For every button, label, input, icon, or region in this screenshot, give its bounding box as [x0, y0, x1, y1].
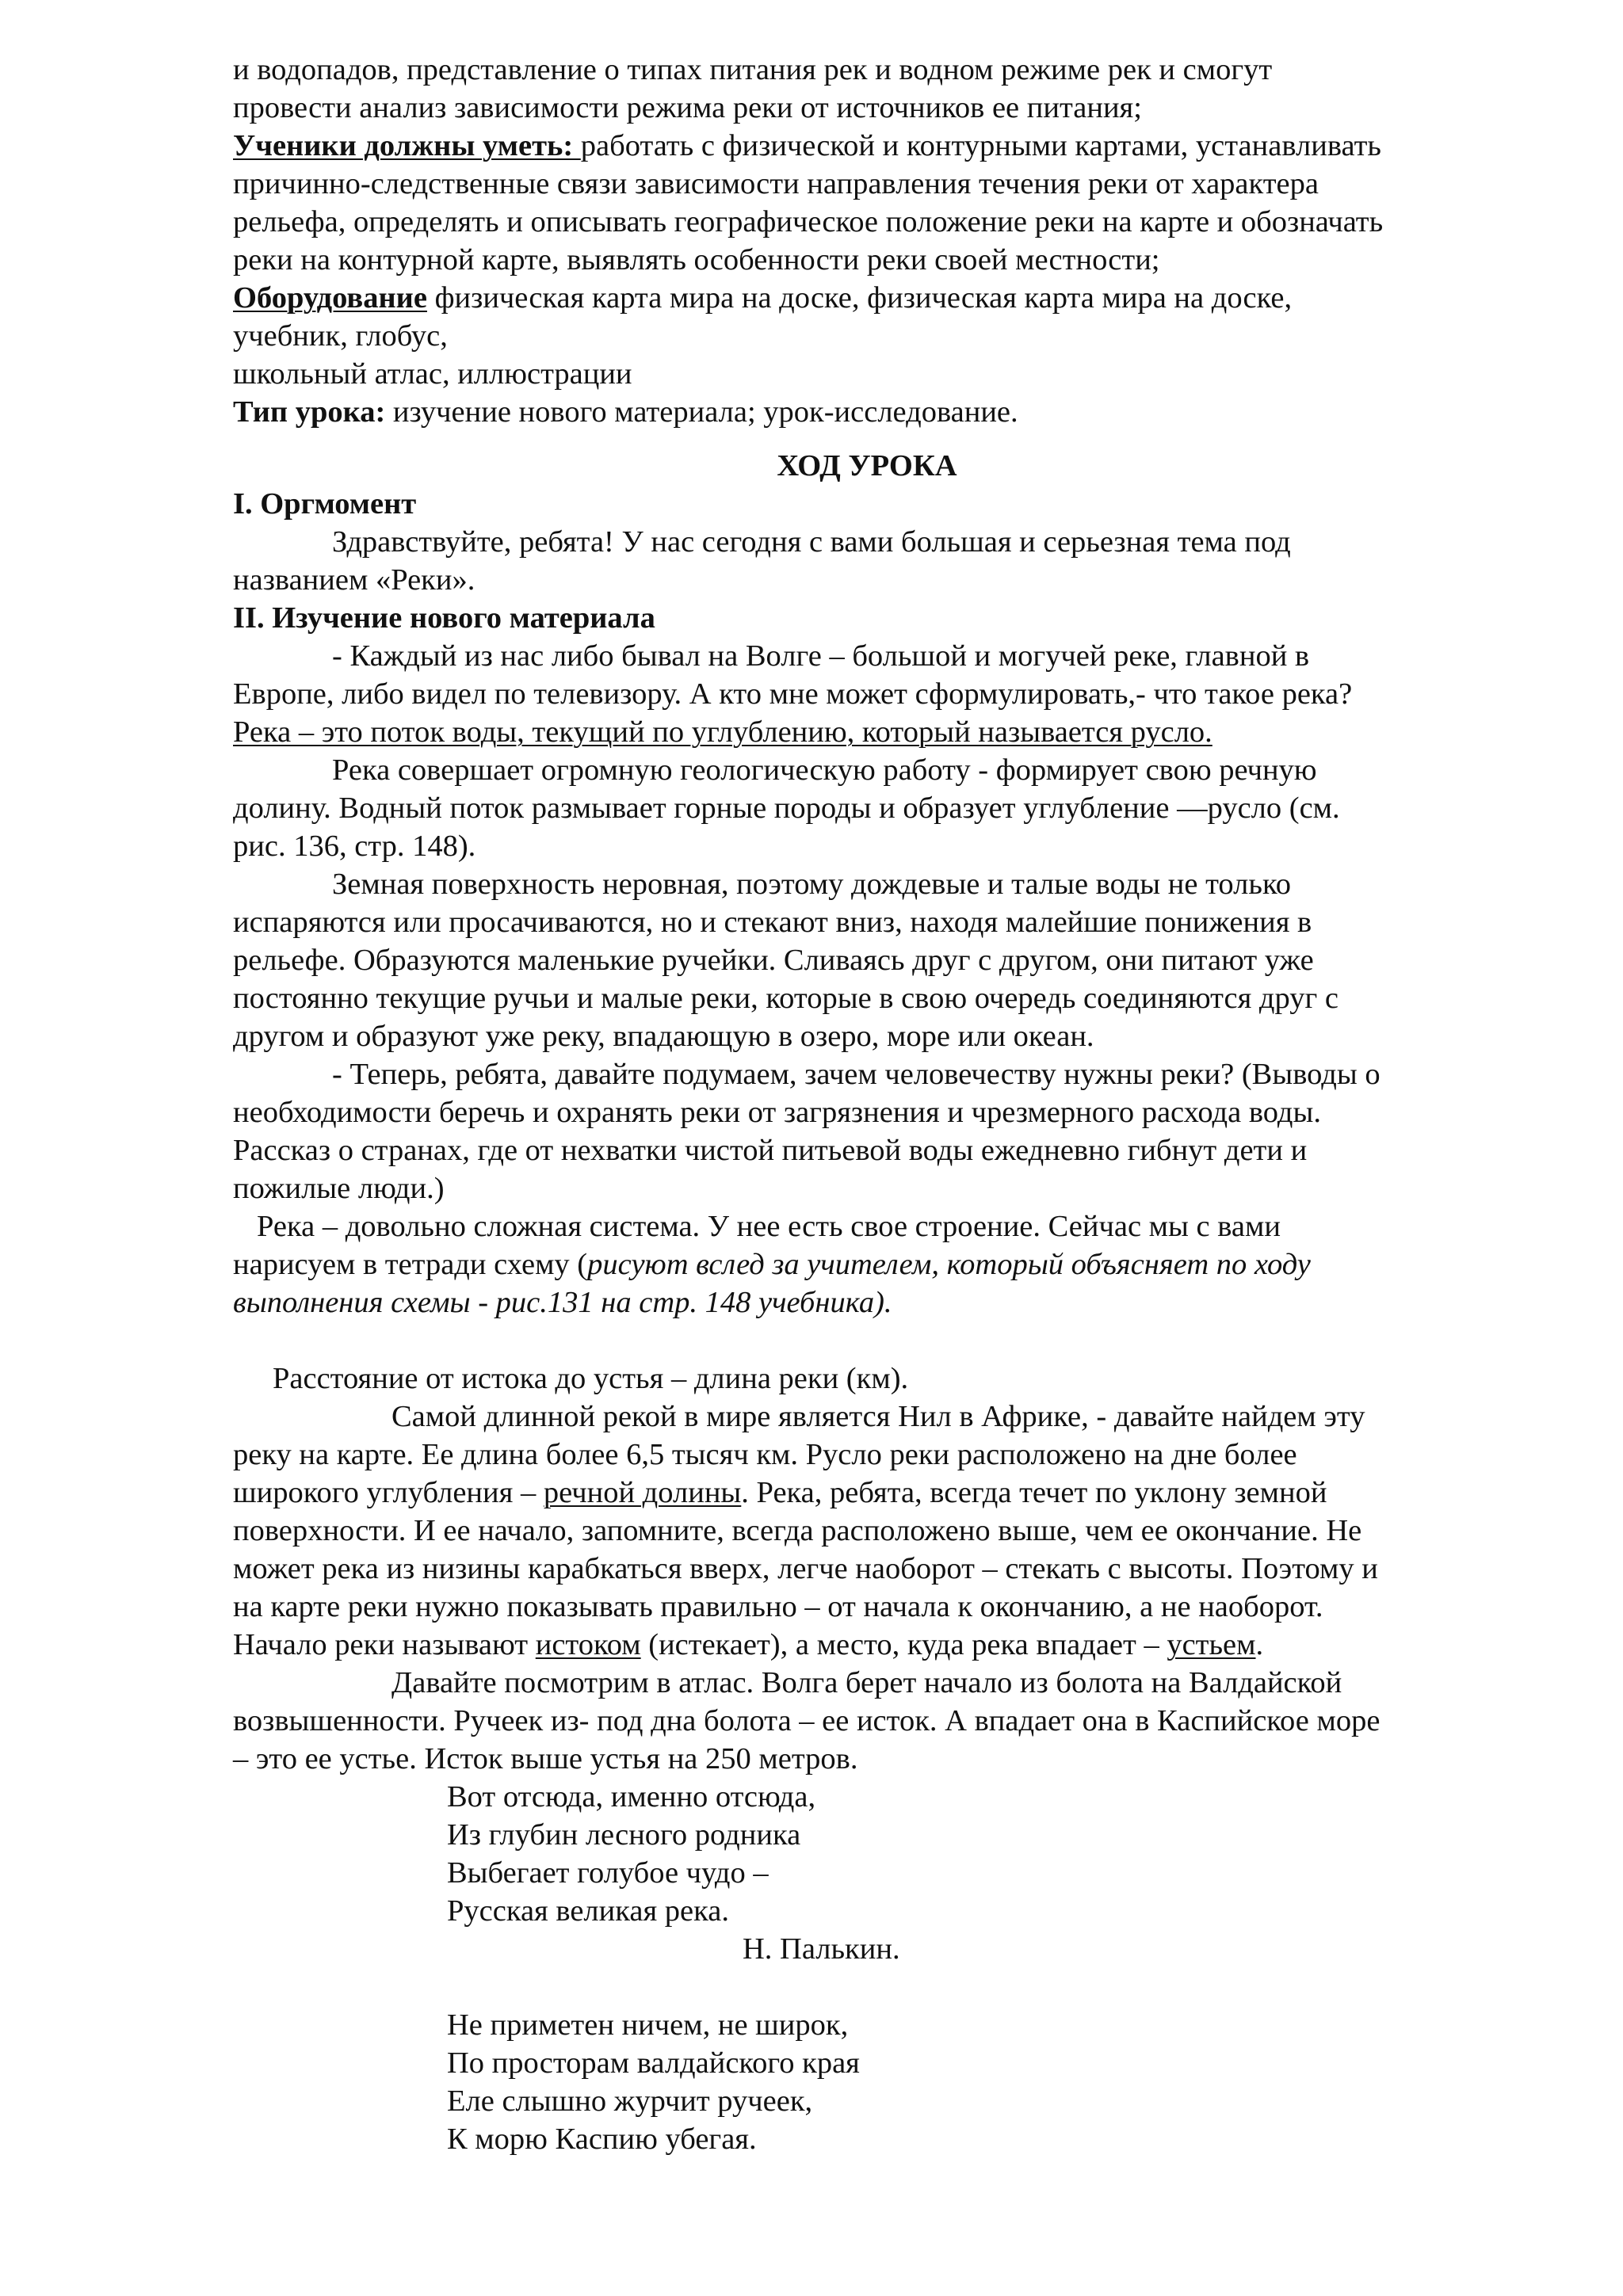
section2-p7-line-3-c: . Река, ребята, всегда течет по уклону земной [741, 1476, 1327, 1509]
lesson-type-text: изучение нового материала; урок-исследование. [385, 395, 1018, 429]
poem1-line-3: Выбегает голубое чудо – [447, 1856, 769, 1890]
poem2-line-3: Еле слышно журчит ручеек, [447, 2084, 813, 2118]
section2-p5-line-1: Река – довольно сложная система. У нее есть свое строение. Сейчас мы с вами [257, 1210, 1281, 1243]
section2-p7-line-2: реку на карте. Ее длина более 6,5 тысяч км. Русло реки расположено на дне более [233, 1438, 1297, 1471]
section2-p4-line-4: пожилые люди.) [233, 1172, 445, 1205]
lesson-type-line [233, 393, 1501, 431]
section2-p2-line-1: Река совершает огромную геологическую работу - формирует свою речную [332, 753, 1317, 787]
skills-line-4: реки на контурной карте, выявлять особенности реки своей местности; [233, 243, 1160, 277]
section2-p3-line-2: испаряются или просачиваются, но и стекают вниз, находя малейшие понижения в [233, 906, 1312, 939]
poem1-author: Н. Палькин. [743, 1932, 900, 1966]
section2-p7-line-7 [233, 1626, 1501, 1664]
section2-p3-line-5: другом и образуют уже реку, впадающую в озеро, море или океан. [233, 1020, 1094, 1053]
section2-p5-line-3: выполнения схемы - рис.131 на стр. 148 учебника). [233, 1286, 892, 1319]
term-source: истоком [535, 1628, 641, 1661]
section2-p4-line-1: - Теперь, ребята, давайте подумаем, зачем человечеству нужны реки? (Выводы о [332, 1058, 1381, 1091]
section2-heading: II. Изучение нового материала [233, 601, 655, 635]
section1-line-2: названием «Реки». [233, 563, 475, 597]
river-definition-text: Река – это поток воды, текущий по углублению, который называется русло. [233, 715, 1212, 749]
section2-p7-line-5: может река из низины карабкаться вверх, легче наоборот – стекать с высоты. Поэтому и [233, 1552, 1378, 1585]
section2-p1-line-1: - Каждый из нас либо бывал на Волге – большой и могучей реке, главной в [332, 639, 1310, 673]
poem1-line-1: Вот отсюда, именно отсюда, [447, 1780, 816, 1814]
poem2-line-2: По просторам валдайского края [447, 2046, 860, 2080]
section2-p8-line-1: Давайте посмотрим в атлас. Волга берет начало из болота на Валдайской [391, 1666, 1342, 1699]
section2-p5-line-2-italic: рисуют вслед за учителем, который объясняет по ходу [587, 1248, 1311, 1281]
section2-p3-line-4: постоянно текущие ручьи и малые реки, которые в свою очередь соединяются друг с [233, 982, 1338, 1015]
section2-p2-line-3: рис. 136, стр. 148). [233, 830, 476, 863]
equipment-label: Оборудование [233, 281, 427, 315]
section2-p7-line-1: Самой длинной рекой в мире является Нил в Африке, - давайте найдем эту [391, 1400, 1365, 1433]
term-river-valley: речной долины [543, 1476, 742, 1509]
poem1-line-4: Русская великая река. [447, 1894, 729, 1928]
equipment-line-1 [233, 279, 1501, 317]
lesson-type-label: Тип урока: [233, 395, 386, 429]
intro-line-1: и водопадов, представление о типах питания рек и водном режиме рек и смогут [233, 53, 1273, 86]
section2-p3-line-3: рельефе. Образуются маленькие ручейки. Сливаясь друг с другом, они питают уже [233, 944, 1314, 977]
skills-text-1: работать с физической и контурными картами, устанавливать [580, 129, 1381, 162]
lesson-title: ХОД УРОКА [777, 449, 957, 482]
section2-p7-line-7-c: (истекает), а место, куда река впадает – [640, 1628, 1167, 1661]
section2-p7-line-7-a: Начало реки называют [233, 1628, 536, 1661]
skills-label: Ученики должны уметь: [233, 129, 581, 162]
equipment-text-1: физическая карта мира на доске, физическая карта мира на доске, [426, 281, 1293, 315]
term-mouth: устьем [1167, 1628, 1256, 1661]
section2-p3-line-1: Земная поверхность неровная, поэтому дождевые и талые воды не только [332, 868, 1291, 901]
section2-p2-line-2: долину. Водный поток размывает горные породы и образует углубление —русло (см. [233, 791, 1340, 825]
section2-p7-line-3-a: широкого углубления – [233, 1476, 544, 1509]
river-length-line: Расстояние от истока до устья – длина реки (км). [273, 1362, 909, 1395]
section1-line-1: Здравствуйте, ребята! У нас сегодня с вами большая и серьезная тема под [332, 525, 1291, 559]
document-page [233, 51, 1501, 2158]
equipment-line-2: учебник, глобус, [233, 319, 448, 353]
section2-p5-line-2 [233, 1245, 1501, 1283]
section2-p8-line-3: – это ее устье. Исток выше устья на 250 метров. [233, 1742, 858, 1775]
section2-p5-line-2-text: нарисуем в тетради схему ( [233, 1248, 588, 1281]
skills-line-3: рельефа, определять и описывать географическое положение реки на карте и обозначать [233, 205, 1384, 238]
skills-line-2: причинно-следственные связи зависимости направления течения реки от характера [233, 167, 1319, 200]
section1-heading: I. Оргмомент [233, 487, 417, 521]
section2-p7-line-4: поверхности. И ее начало, запомните, всегда расположено выше, чем ее окончание. Не [233, 1514, 1362, 1547]
section2-p4-line-3: Рассказ о странах, где от нехватки чистой питьевой воды ежедневно гибнут дети и [233, 1134, 1308, 1167]
river-definition [233, 713, 1501, 751]
intro-line-2: провести анализ зависимости режима реки от источников ее питания; [233, 91, 1142, 124]
section2-p7-line-6: на карте реки нужно показывать правильно – от начала к окончанию, а не наоборот. [233, 1590, 1323, 1623]
skills-line-1 [233, 127, 1501, 165]
section2-p7-line-3 [233, 1474, 1501, 1512]
poem2-line-4: К морю Каспию убегая. [447, 2122, 757, 2156]
poem2-line-1: Не приметен ничем, не широк, [447, 2008, 849, 2042]
section2-p4-line-2: необходимости беречь и охранять реки от загрязнения и чрезмерного расхода воды. [233, 1096, 1321, 1129]
section2-p1-line-2: Европе, либо видел по телевизору. А кто мне может сформулировать,- что такое река? [233, 677, 1353, 711]
section2-p7-line-7-e: . [1255, 1628, 1264, 1661]
section2-p8-line-2: возвышенности. Ручеек из- под дна болота – ее исток. А впадает она в Каспийское море [233, 1704, 1381, 1737]
equipment-line-3: школьный атлас, иллюстрации [233, 357, 632, 391]
poem1-line-2: Из глубин лесного родника [447, 1818, 801, 1852]
